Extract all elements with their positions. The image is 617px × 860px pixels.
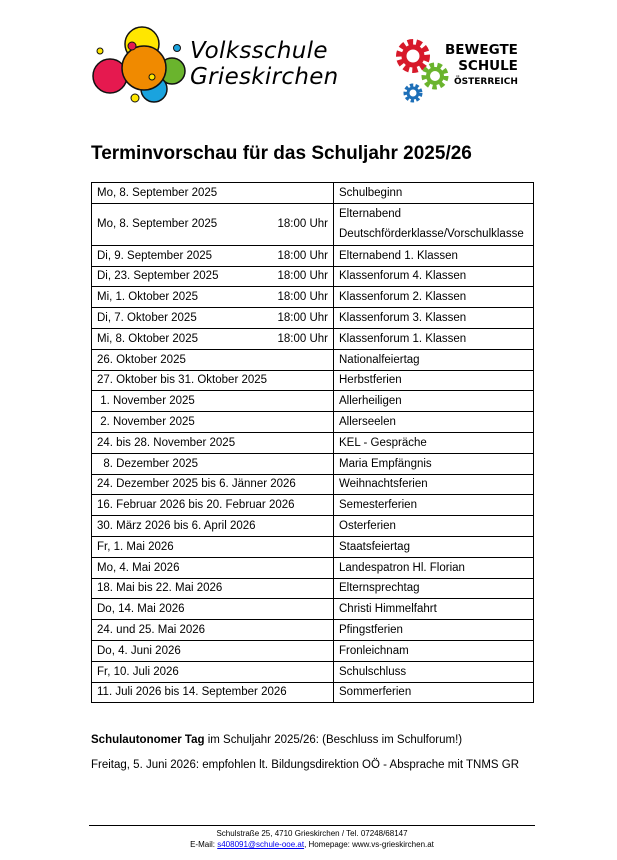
date-text: 24. bis 28. November 2025 (97, 436, 236, 449)
date-cell (92, 474, 334, 495)
event-text-2: Deutschförderklasse/Vorschulklasse (339, 228, 524, 241)
event-cell (334, 266, 534, 287)
time-text: 18:00 Uhr (277, 332, 328, 345)
date-text: 27. Oktober bis 31. Oktober 2025 (97, 374, 268, 387)
table-row (92, 474, 534, 495)
table-row (92, 308, 534, 329)
table-row (92, 203, 534, 245)
event-text: Weihnachtsferien (339, 478, 428, 491)
event-text: Schulschluss (339, 665, 407, 678)
event-cell (334, 474, 534, 495)
event-cell (334, 287, 534, 308)
date-cell (92, 620, 334, 641)
date-cell (92, 287, 334, 308)
event-cell (334, 661, 534, 682)
date-text: Di, 7. Oktober 2025 (97, 312, 197, 325)
date-text: Mo, 8. September 2025 (97, 186, 218, 199)
date-text: Mi, 1. Oktober 2025 (97, 291, 198, 304)
table-row (92, 328, 534, 349)
date-cell (92, 370, 334, 391)
date-text: 1. November 2025 (97, 395, 195, 408)
footer-address: Schulstraße 25, 4710 Grieskirchen / Tel. 07248/68147 (216, 829, 408, 838)
table-row (92, 620, 534, 641)
date-text: Do, 14. Mai 2026 (97, 603, 185, 616)
event-cell (334, 495, 534, 516)
event-text: KEL - Gespräche (339, 436, 427, 449)
school-name (190, 38, 339, 90)
table-row (92, 412, 534, 433)
event-text: Pfingstferien (339, 624, 403, 637)
event-text: Klassenforum 3. Klassen (339, 312, 467, 325)
autonomous-day-note (91, 734, 462, 746)
partner-line1: BEWEGTE (445, 42, 518, 58)
table-row (92, 516, 534, 537)
table-row (92, 370, 534, 391)
gears-icon (393, 36, 453, 106)
event-cell (334, 640, 534, 661)
date-cell (92, 578, 334, 599)
date-text: Di, 23. September 2025 (97, 270, 219, 283)
date-text: 18. Mai bis 22. Mai 2026 (97, 582, 223, 595)
email-link[interactable]: s408091@schule-ooe.at (217, 840, 305, 849)
event-text: Maria Empfängnis (339, 457, 432, 470)
event-cell (334, 370, 534, 391)
date-cell (92, 453, 334, 474)
table-row (92, 599, 534, 620)
date-cell (92, 557, 334, 578)
table-row (92, 682, 534, 703)
date-cell (92, 640, 334, 661)
date-cell (92, 599, 334, 620)
date-text: 2. November 2025 (97, 416, 195, 429)
partner-line3: ÖSTERREICH (453, 77, 518, 87)
time-text: 18:00 Uhr (277, 270, 328, 283)
event-cell (334, 599, 534, 620)
date-text: Fr, 10. Juli 2026 (97, 665, 179, 678)
event-cell (334, 245, 534, 266)
event-text: Landespatron Hl. Florian (339, 561, 465, 574)
date-text: 30. März 2026 bis 6. April 2026 (97, 520, 256, 533)
date-text: Fr, 1. Mai 2026 (97, 540, 174, 553)
time-text: 18:00 Uhr (277, 312, 328, 325)
date-cell (92, 266, 334, 287)
time-text: 18:00 Uhr (277, 249, 328, 262)
event-text: Nationalfeiertag (339, 353, 420, 366)
school-name-line1: Volksschule (190, 38, 328, 64)
time-text: 18:00 Uhr (277, 291, 328, 304)
event-text: Allerheiligen (339, 395, 402, 408)
event-text: Sommerferien (339, 686, 412, 699)
date-text: Do, 4. Juni 2026 (97, 644, 181, 657)
event-text: Staatsfeiertag (339, 540, 410, 553)
event-cell (334, 682, 534, 703)
date-cell (92, 495, 334, 516)
footer-divider (89, 825, 535, 826)
autonomous-day-text: im Schuljahr 2025/26: (Beschluss im Schulforum!) (204, 734, 463, 746)
event-text: Elternabend 1. Klassen (339, 249, 458, 262)
event-cell (334, 516, 534, 537)
date-cell (92, 661, 334, 682)
event-cell (334, 349, 534, 370)
event-text: Schulbeginn (339, 186, 403, 199)
date-text: 11. Juli 2026 bis 14. September 2026 (97, 686, 287, 699)
event-cell (334, 578, 534, 599)
event-text: Klassenforum 2. Klassen (339, 291, 467, 304)
table-row (92, 640, 534, 661)
date-cell (92, 536, 334, 557)
school-name-line2: Grieskirchen (190, 64, 339, 90)
date-cell (92, 245, 334, 266)
date-cell (92, 516, 334, 537)
event-text: Allerseelen (339, 416, 396, 429)
event-cell (334, 557, 534, 578)
schedule-table (91, 182, 534, 703)
event-cell (334, 412, 534, 433)
date-text: 16. Februar 2026 bis 20. Februar 2026 (97, 499, 295, 512)
table-row (92, 536, 534, 557)
event-cell (334, 328, 534, 349)
autonomous-day-label: Schulautonomer Tag (91, 734, 205, 746)
date-text: Di, 9. September 2025 (97, 249, 213, 262)
footer (89, 828, 535, 850)
event-cell (334, 203, 534, 245)
table-row (92, 391, 534, 412)
date-cell (92, 682, 334, 703)
bewegte-schule-text (445, 42, 518, 90)
date-cell (92, 308, 334, 329)
date-text: 26. Oktober 2025 (97, 353, 186, 366)
date-cell (92, 183, 334, 204)
date-cell (92, 432, 334, 453)
page-title: Terminvorschau für das Schuljahr 2025/26 (91, 143, 472, 164)
date-cell (92, 391, 334, 412)
table-row (92, 287, 534, 308)
date-cell (92, 349, 334, 370)
event-cell (334, 391, 534, 412)
homepage-text: , Homepage: www.vs-grieskirchen.at (304, 840, 434, 849)
table-row (92, 432, 534, 453)
autonomous-day-date: Freitag, 5. Juni 2026: empfohlen lt. Bildungsdirektion OÖ - Absprache mit TNMS GR (91, 759, 520, 771)
event-cell (334, 308, 534, 329)
date-cell (92, 412, 334, 433)
partner-line2: SCHULE (458, 58, 518, 74)
event-text: Osterferien (339, 520, 396, 533)
table-row (92, 245, 534, 266)
date-text: Mo, 8. September 2025 (97, 218, 218, 231)
event-cell (334, 620, 534, 641)
event-text: Christi Himmelfahrt (339, 603, 437, 616)
event-text: Elternsprechtag (339, 582, 420, 595)
table-row (92, 495, 534, 516)
date-text: 8. Dezember 2025 (97, 457, 199, 470)
event-text: Klassenforum 4. Klassen (339, 270, 467, 283)
date-cell (92, 203, 334, 245)
table-row (92, 578, 534, 599)
event-cell (334, 536, 534, 557)
email-label: E-Mail: (190, 840, 218, 849)
event-cell (334, 432, 534, 453)
event-text: Herbstferien (339, 374, 402, 387)
table-row (92, 349, 534, 370)
table-row (92, 453, 534, 474)
event-text: Klassenforum 1. Klassen (339, 332, 467, 345)
date-text: Mo, 4. Mai 2026 (97, 561, 180, 574)
table-row (92, 266, 534, 287)
date-text: 24. Dezember 2025 bis 6. Jänner 2026 (97, 478, 296, 491)
table-row (92, 183, 534, 204)
bubbles-logo-icon (92, 26, 192, 106)
event-text: Fronleichnam (339, 644, 409, 657)
date-cell (92, 328, 334, 349)
event-cell (334, 183, 534, 204)
event-text: Elternabend (339, 208, 402, 221)
date-text: Mi, 8. Oktober 2025 (97, 332, 198, 345)
table-row (92, 661, 534, 682)
event-cell (334, 453, 534, 474)
date-text: 24. und 25. Mai 2026 (97, 624, 206, 637)
event-text: Semesterferien (339, 499, 417, 512)
table-row (92, 557, 534, 578)
time-text: 18:00 Uhr (277, 218, 328, 231)
